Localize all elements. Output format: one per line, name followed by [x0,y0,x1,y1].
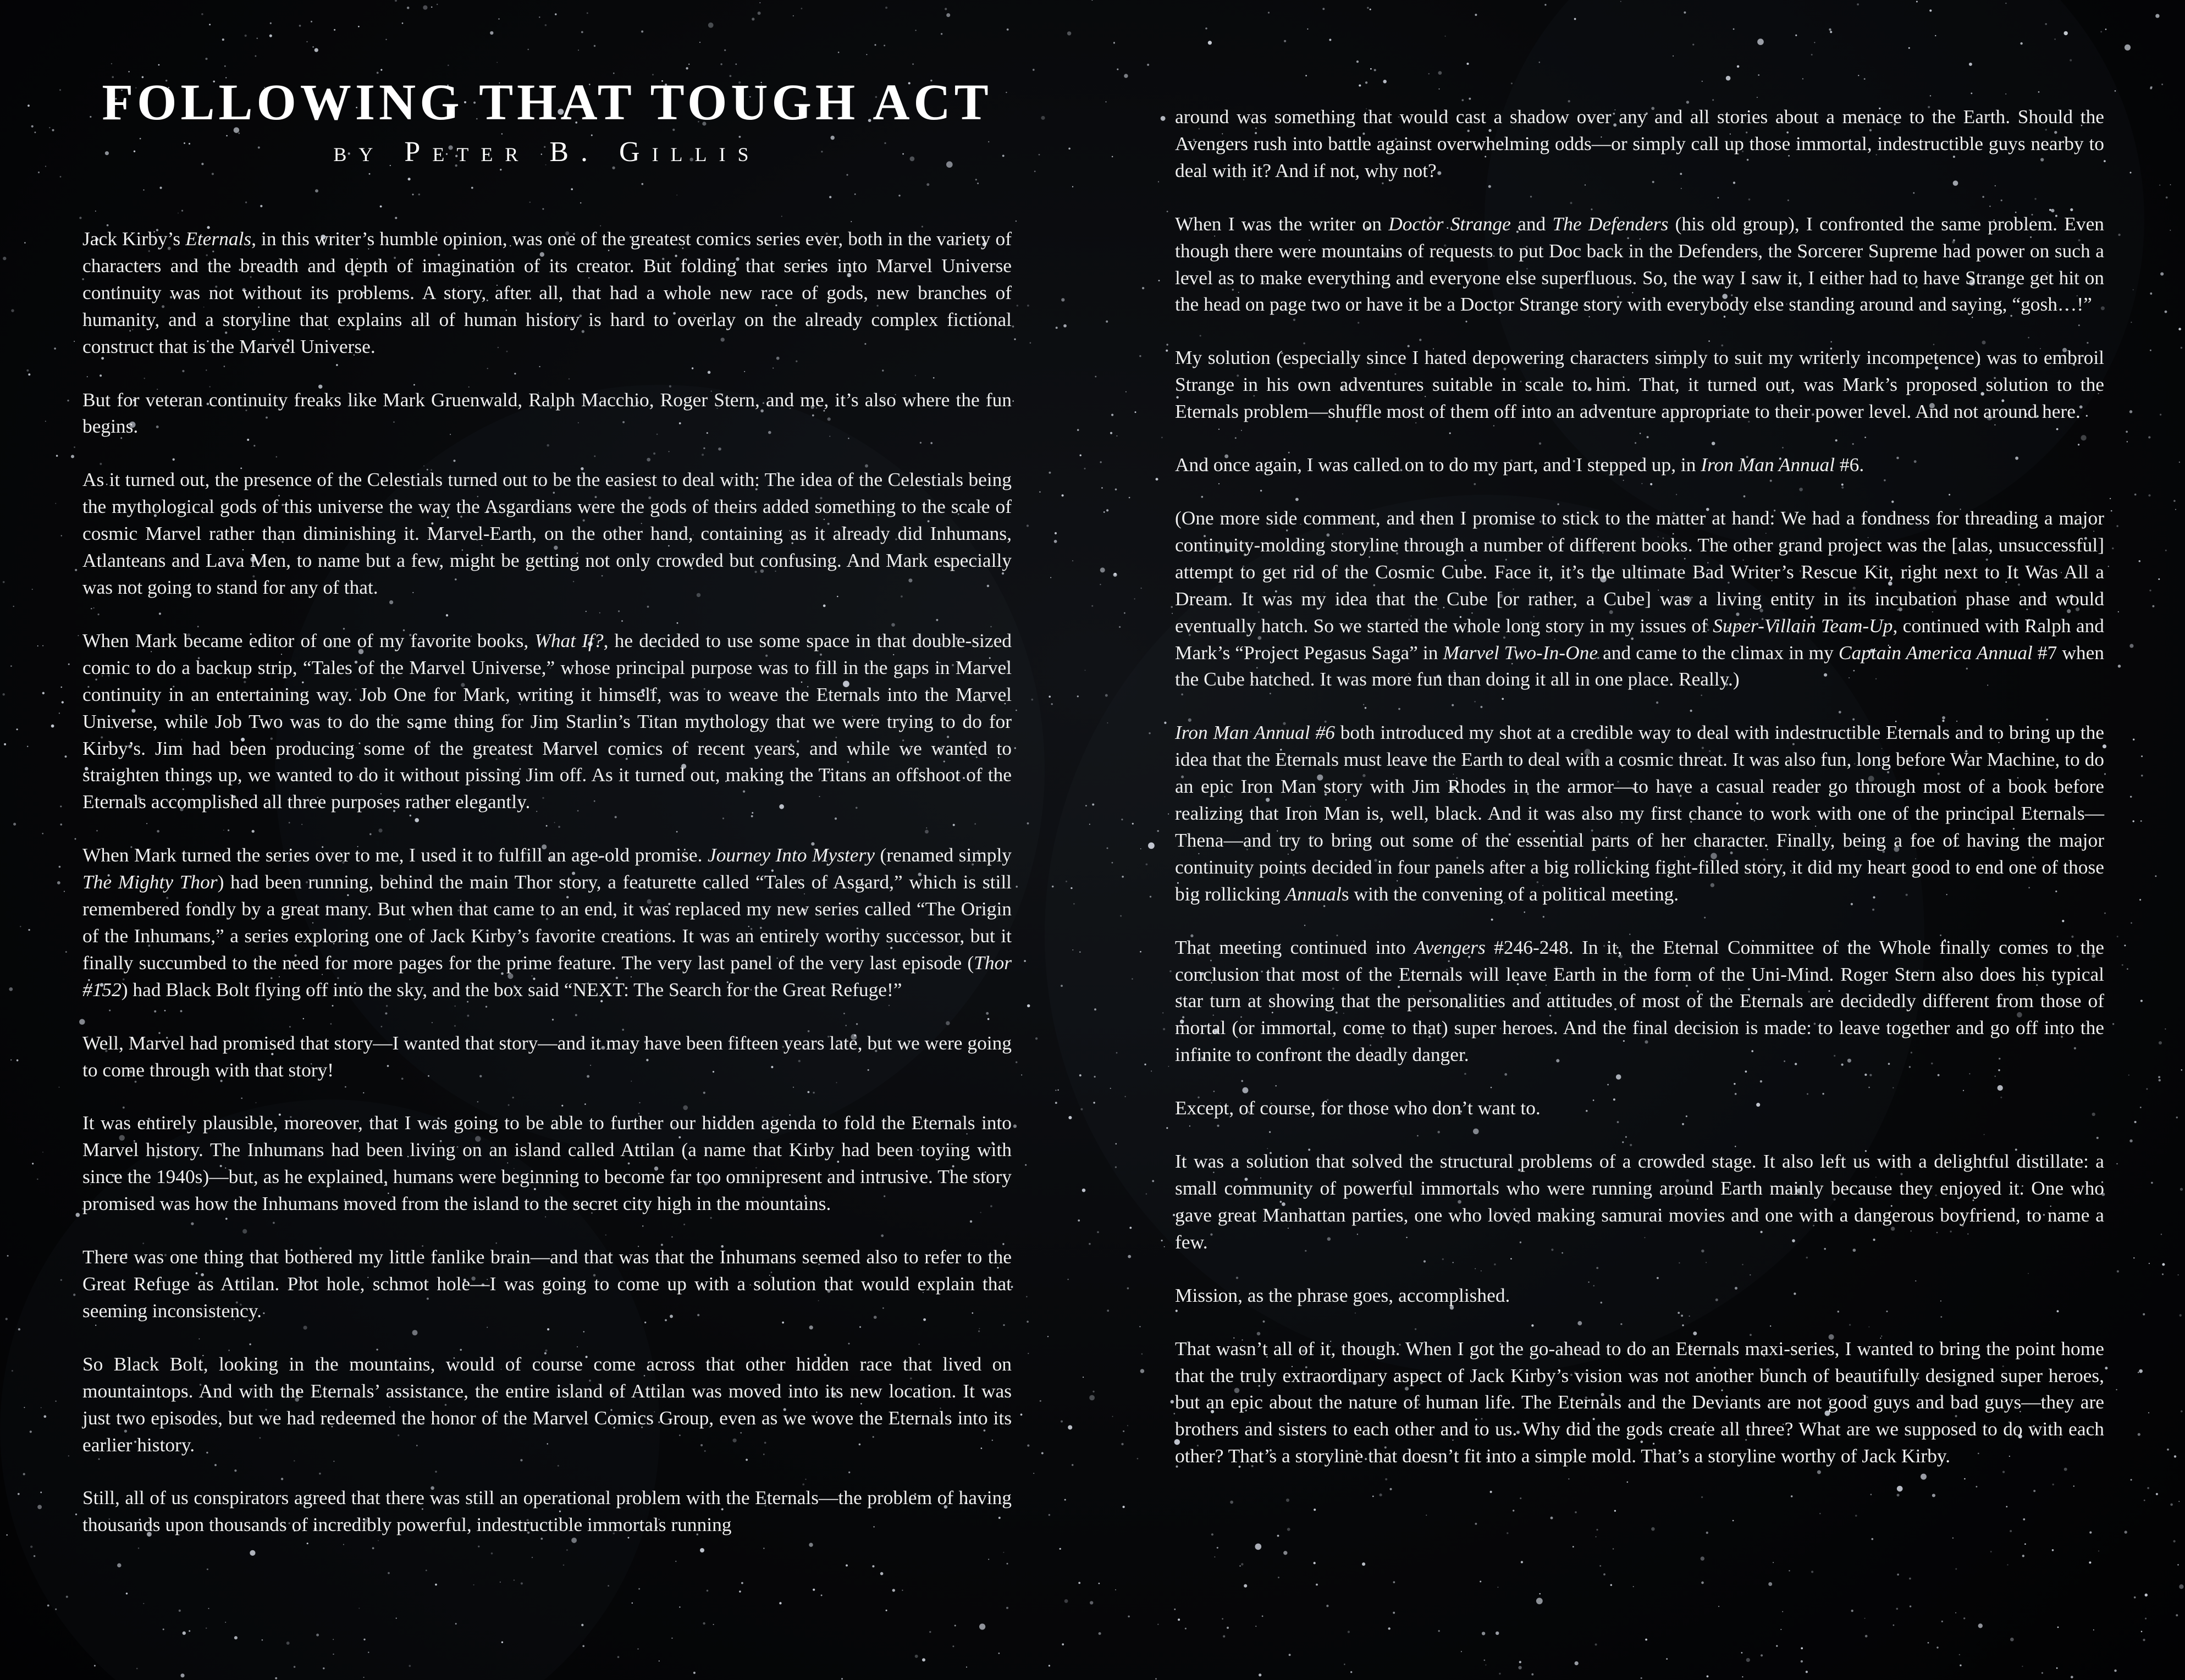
paragraph-text: (renamed simply [875,844,1012,866]
paragraph-text: #246-248. In it, the Eternal Committee of the Whole finally comes to the conclusion that most of the Eternals will leave Earth in the form of the Uni-Mind. Roger Stern also does his typical star turn at showing that the personalities and attitudes of most of the Eternals are decidedly different from those of mortal (or immortal, come to that) super heroes. And the final decision is made: to leave together and go off into the infinite to confront the deadly danger. [1175,936,2105,1066]
italic-title-text: Marvel Two-In-One [1443,641,1598,664]
paragraph [1175,1335,2104,1470]
paragraph-text: So Black Bolt, looking in the mountains, would of course come across that other hidden race that lived on mountaintops. And with the Eternals’ assistance, the entire island of Attilan was moved into its new location. It was just two episodes, but we had redeemed the honor of the Marvel Comics Group, even as we wove the Eternals into its earlier history. [82,1352,1012,1456]
paragraph [82,1030,1012,1084]
paragraph [1175,451,2104,478]
paragraph-text: It was a solution that solved the structural problems of a crowded stage. It also left us with a delightful distillate: a small community of powerful immortals who were running around Earth mainly because they enjoyed it. One who gave great Manhattan parties, one who loved making samurai movies and one with a dangerous boyfriend, to name a few. [1175,1150,2104,1253]
paragraph [1175,934,2104,1069]
paragraph-text: , in this writer’s humble opinion, was one of the greatest comics series ever, both in the variety of characters and the breadth and depth of imagination of its creator. But folding that series into Marvel Universe continuity was not without its problems. A story, after all, that had a whole new race of gods, new branches of humanity, and a storyline that explains all of human history is hard to overlay on the already complex fictional construct that is the Marvel Universe. [82,228,1012,357]
paragraph-text: (One more side comment, and then I promise to stick to the matter at hand: We had a fondness for threading a major continuity-molding storyline through a number of different books. The other grand project was the [alas, unsuccessful] attempt to get rid of the Cosmic Cube. Face it, it’s the ultimate Bad Writer’s Rescue Kit, right next to It Was All a Dream. It was my idea that the Cube [or rather, a Cube] was a living entity in its incubation phase and would eventually hatch. So we started the whole long story in my issues of [1175,506,2104,637]
right-page [1175,0,2104,1680]
paragraph-text: ) had Black Bolt flying off into the sky, and the box said “NEXT: The Search for the Great Refuge!” [121,978,902,1001]
paragraph [82,627,1012,815]
italic-title-text: Thor #152 [82,951,1012,1001]
paragraph [82,842,1012,1003]
paragraph-text: ) had been running, behind the main Thor story, a featurette called “Tales of Asgard,” which is still remembered fondly by a great many. But when that came to an end, it was replaced my new series called “The Origin of the Inhumans,” a series exploring one of Jack Kirby’s favorite creations. It was an entirely worthy successor, but it finally succumbed to the need for more pages for the prime feature. The very last panel of the very last episode ( [82,871,1012,974]
italic-title-text: Iron Man Annual #6 [1175,721,1335,744]
paragraph [82,1244,1012,1324]
italic-title-text: Doctor Strange [1388,212,1511,235]
paragraph-text: and came to the climax in my [1598,641,1839,664]
paragraph-text: around was something that would cast a shadow over any and all stories about a menace to the Earth. Should the Avengers rush into battle against overwhelming odds—or simply call up those immortal, indestructible guys nearby to deal with it? And if not, why not? [1175,106,2104,181]
paragraph-text: That meeting continued into [1175,936,1415,958]
paragraph-text: There was one thing that bothered my little fanlike brain—and that was that the Inhumans seemed also to refer to the Great Refuge as Attilan. Plot hole, schmot hole—I was going to come up with a solution that would explain that seeming inconsistency. [82,1246,1012,1322]
paragraph-text: Except, of course, for those who don’t want to. [1175,1097,1541,1119]
paragraph [1175,211,2104,318]
paragraph [82,1109,1012,1217]
paragraph-text: When Mark turned the series over to me, I used it to fulfill an age-old promise. [82,844,708,866]
paragraph-text: But for veteran continuity freaks like Mark Gruenwald, Ralph Macchio, Roger Stern, and me, it’s also where the fun begins. [82,388,1012,438]
right-column-text [1175,103,2104,1469]
paragraph [1175,1095,2104,1121]
paragraph-text: It was entirely plausible, moreover, that I was going to be able to further our hidden agenda to fold the Eternals into Marvel history. The Inhumans had been living on an island called Attilan (a name that Kirby had been toying with since the 1940s)—but, as he explained, humans were beginning to become far too omnipresent and intrusive. The story promised was how the Inhumans moved from the island to the secret city high in the mountains. [82,1112,1012,1215]
italic-title-text: The Defenders [1552,212,1669,235]
paragraph-text: #7 when the Cube hatched. It was more fun than doing it all in one place. Really.) [1175,641,2104,690]
title-block [82,74,1012,168]
italic-title-text: The Mighty Thor [82,871,218,893]
paragraph-text: (his old group), I confronted the same problem. Even though there were mountains of requests to put Doc back in the Defenders, the Sorcerer Supreme had power on such a level as to make everything and everyone else superfluous. So, the way I saw it, I either had to have Strange get hit on the head on page two or have it be a Doctor Strange story with everybody else standing around and saying, “gosh…!” [1175,212,2104,316]
byline: by Peter B. Gillis [333,136,761,168]
paragraph-text: As it turned out, the presence of the Celestials turned out to be the easiest to deal with: The idea of the Celestials being the mythological gods of this universe the way the Asgardians were the gods of theirs added something to the scale of cosmic Marvel rather than diminishing it. Marvel-Earth, on the other hand, containing as it already did Inhumans, Atlanteans and Lava Men, to name but a few, might be getting not only crowded but confusing. And Mark especially was not going to stand for any of that. [82,468,1012,598]
paragraph [1175,344,2104,425]
italic-title-text: What If? [534,629,604,651]
paragraph-text: #6. [1835,454,1864,476]
italic-title-text: Journey Into Mystery [707,844,875,866]
paragraph-text: Still, all of us conspirators agreed that there was still an operational problem with the Eternals—the problem of having thousands upon thousands of incredibly powerful, indestructible immortals running [82,1486,1012,1536]
article-title: FOLLOWING THAT TOUGH ACT [102,74,992,131]
italic-title-text: Eternals [185,228,252,250]
paragraph-text: Well, Marvel had promised that story—I wanted that story—and it may have been fifteen years late, but we were going to come through with that story! [82,1031,1012,1081]
italic-title-text: Annual [1285,882,1342,905]
paragraph [82,386,1012,440]
paragraph-continued [1175,103,2104,184]
paragraph-text: My solution (especially since I hated depowering characters simply to suit my writerly incompetence) was to embroil Strange in his own adventures suitable in scale to him. That, it turned out, was Mark’s proposed solution to the Eternals problem—shuffle most of them off into an adventure appropriate to their power level. And not around here. [1175,346,2104,423]
paragraph-text: And once again, I was called on to do my part, and I stepped up, in [1175,454,1701,476]
paragraph-text: When I was the writer on [1175,212,1389,235]
paragraph-continued [82,1484,1012,1538]
paragraph [1175,1148,2104,1256]
paragraph [1175,1282,2104,1309]
paragraph-text: , he decided to use some space in that double-sized comic to do a backup strip, “Tales of the Marvel Universe,” whose principal purpose was to fill in the gaps in Marvel continuity in an entertaining way. Job One for Mark, writing it himself, was to weave the Eternals into the Marvel Universe, while Job Two was to do the same thing for Jim Starlin’s Titan mythology that we were trying to do for Kirby’s. Jim had been producing some of the greatest Marvel comics of recent years, and while we wanted to straighten things up, we wanted to do it without pissing Jim off. As it turned out, making the Titans an offshoot of the Eternals accomplished all three purposes rather elegantly. [82,629,1012,813]
paragraph-text: and [1510,212,1553,235]
italic-title-text: Avengers [1414,936,1486,958]
paragraph-text: , continued with Ralph and Mark’s “Project Pegasus Saga” in [1175,614,2104,664]
italic-title-text: Captain America Annual [1838,641,2033,664]
paragraph [1175,719,2104,907]
paragraph-text: s with the convening of a political meeting. [1341,882,1679,905]
paragraph [82,1351,1012,1458]
italic-title-text: Iron Man Annual [1701,454,1835,476]
paragraph [82,466,1012,601]
paragraph-text: That wasn’t all of it, though. When I got the go-ahead to do an Eternals maxi-series, I wanted to bring the point home that the truly extraordinary aspect of Jack Kirby’s vision was not another bunch of beautifully designed super heroes, but an epic about the nature of human life. The Eternals and the Deviants are not good guys and bad guys—they are brothers and sisters to each other and to us. Why did the gods create all three? What are we supposed to do with each other? That’s a storyline that doesn’t fit into a simple mold. That’s a storyline worthy of Jack Kirby. [1175,1337,2104,1467]
paragraph-text: When Mark became editor of one of my favorite books, [82,629,535,651]
left-column-text [82,225,1012,1538]
italic-title-text: Super-Villain Team-Up [1713,614,1893,637]
left-page [82,0,1012,1680]
paragraph-text: both introduced my shot at a credible way to deal with indestructible Eternals and to bring up the idea that the Eternals must leave the Earth to deal with a cosmic threat. It was also fun, long before War Machine, to do an epic Iron Man story with Jim Rhodes in the armor—to have a casual reader go through most of a book before realizing that Iron Man is, well, black. And it was also my first chance to work with one of the principal Eternals—Thena—and try to bring out some of the essential parts of her character. Finally, being a foe of having the major continuity points decided in four panels after a big rollicking fight-filled story, it did my heart good to end one of those big rollicking [1175,721,2104,905]
paragraph [1175,505,2104,693]
paragraph-text: Mission, as the phrase goes, accomplished. [1175,1284,1510,1306]
paragraph [82,225,1012,360]
paragraph-text: Jack Kirby’s [82,228,186,250]
